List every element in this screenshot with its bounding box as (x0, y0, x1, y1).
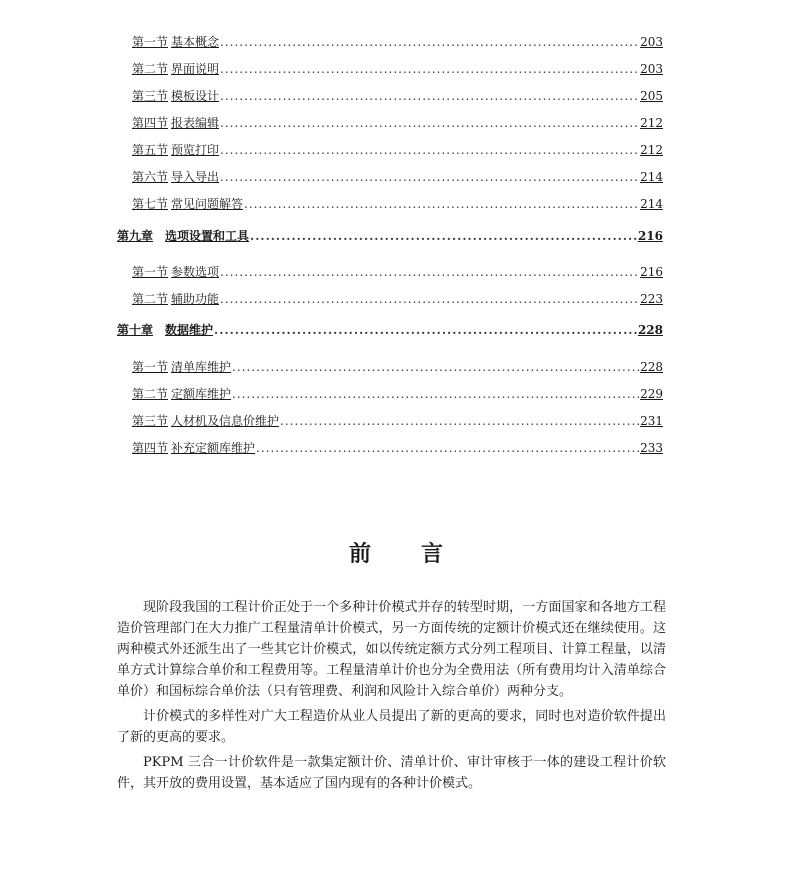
toc-leader-dots (232, 359, 639, 375)
preface-heading (0, 537, 792, 568)
toc-entry-title: 第四节 报表编辑 (132, 116, 220, 130)
toc-page-number: 233 (640, 441, 663, 455)
toc-leader-dots (220, 142, 639, 158)
toc-entry-title: 第六节 导入导出 (132, 170, 220, 184)
toc-entry[interactable] (117, 264, 663, 291)
toc-entry[interactable] (117, 291, 663, 318)
toc-entry-title: 第五节 预览打印 (132, 143, 220, 157)
toc-leader-dots (256, 440, 639, 456)
toc-leader-dots (220, 34, 639, 50)
preface-paragraph: 现阶段我国的工程计价正处于一个多种计价模式并存的转型时期，一方面国家和各地方工程造价管理部门在大力推广工程量清单计价模式，另一方面传统的定额计价模式还在继续使用。这两种模式外还派生出了一些其它计价模式，如以传统定额方式分列工程项目、计算工程量，以清单方式计算综合单价和工程费用等。工程量清单计价也分为全费用法（所有费用均计入清单综合单价）和国标综合单价法（只有管理费、利润和风险计入综合单价）两种分支。 (117, 600, 666, 699)
toc-entry[interactable] (117, 34, 663, 61)
toc-leader-dots (232, 386, 639, 402)
toc-leader-dots (214, 322, 637, 338)
toc-entry[interactable] (117, 142, 663, 169)
preface-paragraph: PKPM 三合一计价软件是一款集定额计价、清单计价、审计审核于一体的建设工程计价软件，其开放的费用设置，基本适应了国内现有的各种计价模式。 (117, 755, 666, 791)
toc-group-2 (117, 264, 663, 318)
toc-page-number: 216 (640, 265, 663, 279)
toc-leader-dots (220, 115, 639, 131)
toc-page-number: 205 (640, 89, 663, 103)
toc-group-3 (117, 359, 663, 467)
toc-leader-dots (244, 196, 639, 212)
toc-page-number: 228 (640, 360, 663, 374)
toc-leader-dots (220, 88, 639, 104)
toc-chapter-9[interactable] (117, 228, 663, 244)
toc-entry[interactable] (117, 196, 663, 223)
toc-entry-title: 第四节 补充定额库维护 (132, 441, 256, 455)
toc-chapter-10[interactable] (117, 322, 663, 338)
toc-entry[interactable] (117, 386, 663, 413)
toc-page-number: 203 (640, 62, 663, 76)
toc-entry[interactable] (117, 169, 663, 196)
toc-leader-dots (280, 413, 639, 429)
toc-page-number: 212 (640, 116, 663, 130)
toc-page-number: 223 (640, 292, 663, 306)
toc-page-number: 203 (640, 35, 663, 49)
toc-leader-dots (220, 169, 639, 185)
toc-chapter-title: 第十章 数据维护 (117, 323, 214, 337)
toc-entry-title: 第七节 常见问题解答 (132, 197, 244, 211)
preface-heading-right: 言 (421, 541, 444, 567)
toc-leader-dots (220, 291, 639, 307)
toc-page-number: 229 (640, 387, 663, 401)
toc-group-1 (117, 34, 663, 223)
toc-entry-title: 第三节 人材机及信息价维护 (132, 414, 280, 428)
toc-page-number: 216 (637, 229, 663, 243)
preface-paragraph: 计价模式的多样性对广大工程造价从业人员提出了新的更高的要求，同时也对造价软件提出了新的更高的要求。 (117, 709, 666, 745)
preface-heading-left: 前 (348, 541, 371, 567)
toc-page-number: 231 (640, 414, 663, 428)
toc-entry-title: 第一节 参数选项 (132, 265, 220, 279)
toc-entry-title: 第二节 界面说明 (132, 62, 220, 76)
toc-page-number: 214 (640, 197, 663, 211)
toc-chapter-title: 第九章 选项设置和工具 (117, 229, 250, 243)
toc-entry-title: 第二节 定额库维护 (132, 387, 232, 401)
toc-entry[interactable] (117, 413, 663, 440)
toc-leader-dots (220, 264, 639, 280)
preface-body (117, 597, 666, 798)
toc-page-number: 228 (637, 323, 663, 337)
toc-entry[interactable] (117, 88, 663, 115)
toc-entry[interactable] (117, 61, 663, 88)
toc-entry-title: 第三节 模板设计 (132, 89, 220, 103)
toc-page-number: 212 (640, 143, 663, 157)
toc-entry[interactable] (117, 440, 663, 467)
toc-page-number: 214 (640, 170, 663, 184)
toc-leader-dots (220, 61, 639, 77)
toc-entry-title: 第一节 清单库维护 (132, 360, 232, 374)
toc-entry[interactable] (117, 359, 663, 386)
toc-entry-title: 第二节 辅助功能 (132, 292, 220, 306)
toc-entry[interactable] (117, 115, 663, 142)
toc-leader-dots (250, 228, 637, 244)
toc-entry-title: 第一节 基本概念 (132, 35, 220, 49)
